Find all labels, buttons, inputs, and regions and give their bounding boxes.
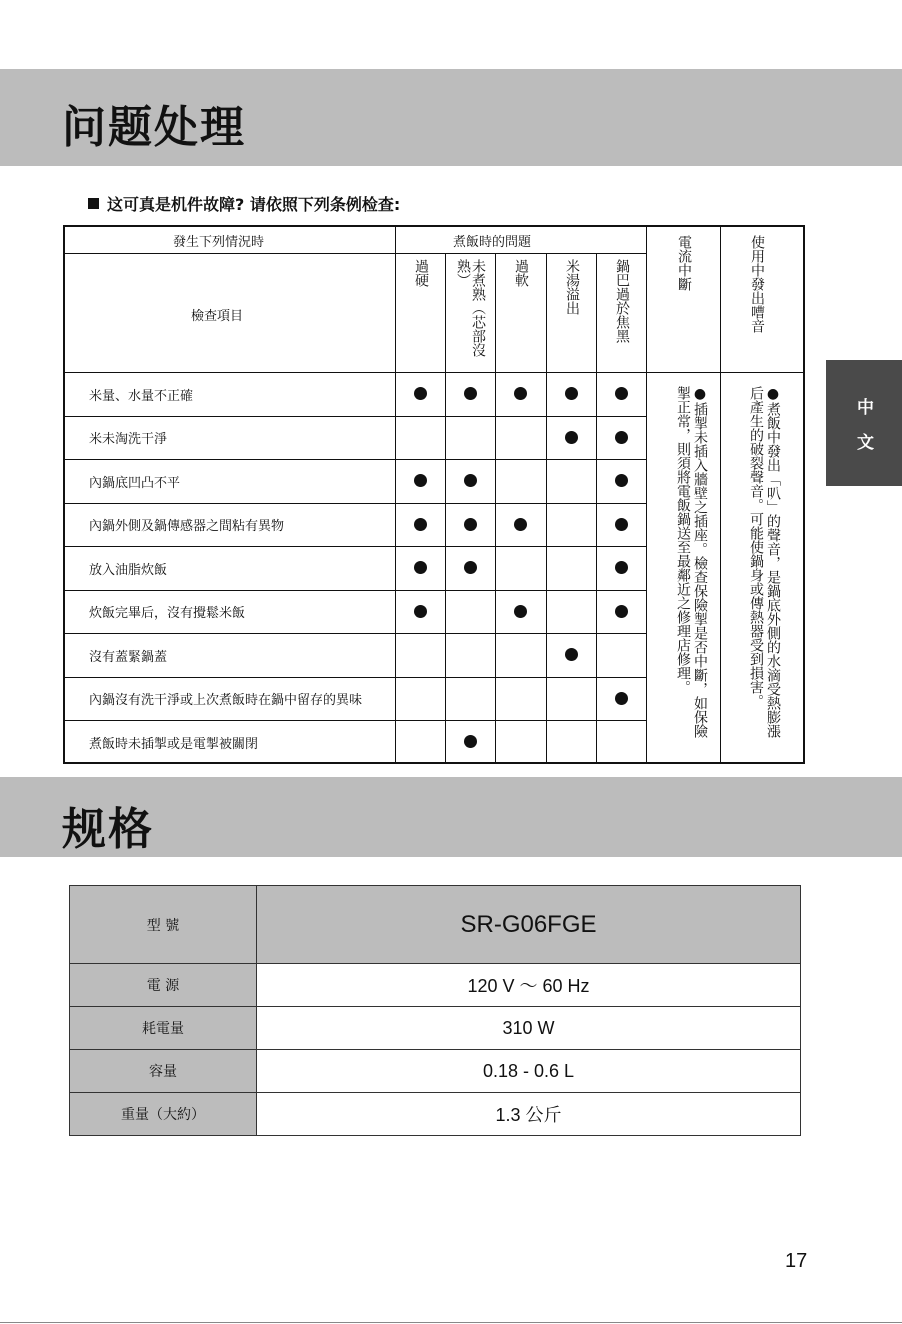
spec-row bbox=[70, 1050, 801, 1093]
spec-row bbox=[70, 1093, 801, 1136]
spec-value: 310 W bbox=[257, 1007, 801, 1050]
page-number: 17 bbox=[785, 1250, 808, 1272]
bullet-dot-mark bbox=[414, 518, 427, 531]
check-item-label: 內鍋底凹凸不平 bbox=[89, 476, 181, 491]
spec-value: 0.18 - 0.6 L bbox=[257, 1050, 801, 1093]
intro-text: 这可真是机件故障? 请依照下列条例检查: bbox=[107, 195, 401, 214]
noise-note: ●煮飯中發出「叭」的聲音，是鍋底外側的水滴受熱膨漲后產生的破裂聲音。可能使鍋身或傳熱器受到損害。 bbox=[748, 386, 781, 738]
grid-line bbox=[63, 459, 646, 460]
language-tab bbox=[826, 360, 902, 486]
problem-column-header: 過軟 bbox=[513, 259, 529, 287]
problem-column-header: 未煮熟（芯部沒熟） bbox=[455, 259, 486, 357]
header-cooking-problems: 煮飯時的問題 bbox=[453, 235, 532, 250]
grid-line bbox=[63, 416, 646, 417]
bullet-dot-mark bbox=[615, 474, 628, 487]
bullet-dot-mark bbox=[615, 605, 628, 618]
spec-label: 型 號 bbox=[70, 886, 257, 964]
bullet-dot-mark bbox=[565, 387, 578, 400]
check-item-label: 內鍋沒有洗干淨或上次煮飯時在鍋中留存的異味 bbox=[89, 693, 363, 708]
check-item-label: 煮飯時未插掣或是電掣被關閉 bbox=[89, 737, 259, 752]
spec-label: 重量（大約） bbox=[70, 1093, 257, 1136]
bullet-dot-mark bbox=[514, 518, 527, 531]
bullet-dot-mark bbox=[514, 387, 527, 400]
bullet-dot-mark bbox=[565, 431, 578, 444]
grid-line bbox=[646, 225, 647, 764]
section-header-band bbox=[0, 777, 902, 857]
intro-line bbox=[88, 192, 400, 215]
problem-column-header: 鍋巴過於焦黑 bbox=[614, 259, 630, 343]
power-column-header: 電流中斷 bbox=[676, 235, 692, 291]
table-border bbox=[63, 225, 805, 227]
bullet-dot-mark bbox=[615, 561, 628, 574]
grid-line bbox=[63, 546, 646, 547]
check-item-label: 放入油脂炊飯 bbox=[89, 563, 168, 578]
spec-value: 120 V ～ 60 Hz bbox=[257, 964, 801, 1007]
grid-line bbox=[720, 225, 721, 764]
noise-column-header: 使用中發出嘈音 bbox=[749, 235, 765, 333]
header-check-items: 檢查項目 bbox=[191, 309, 244, 324]
spec-value: 1.3 公斤 bbox=[257, 1093, 801, 1136]
section-title-specifications: 规格 bbox=[62, 804, 154, 855]
bullet-dot-mark bbox=[615, 518, 628, 531]
header-situation: 發生下列情況時 bbox=[173, 235, 265, 250]
table-border bbox=[803, 225, 805, 764]
table-border bbox=[63, 225, 65, 764]
spec-label: 容量 bbox=[70, 1050, 257, 1093]
bullet-dot-mark bbox=[414, 605, 427, 618]
power-note: ●插掣未插入牆壁之插座。檢查保險掣是否中斷，如保險掣正常，則須將電飯鍋送至最鄰近之修理店修理。 bbox=[675, 386, 708, 738]
grid-line bbox=[63, 372, 646, 373]
grid-line bbox=[445, 253, 446, 764]
spec-row bbox=[70, 1007, 801, 1050]
spec-row bbox=[70, 886, 801, 964]
bullet-dot-mark bbox=[464, 387, 477, 400]
bullet-dot-mark bbox=[464, 735, 477, 748]
grid-line bbox=[646, 372, 805, 373]
check-item-label: 沒有蓋緊鍋蓋 bbox=[89, 650, 168, 665]
bottom-rule bbox=[0, 1322, 902, 1323]
grid-line bbox=[63, 590, 646, 591]
section-header-band bbox=[0, 69, 902, 166]
bullet-dot-mark bbox=[615, 431, 628, 444]
grid-line bbox=[63, 503, 646, 504]
specification-table bbox=[69, 885, 801, 1136]
bullet-dot-mark bbox=[615, 387, 628, 400]
grid-line bbox=[63, 253, 646, 254]
problem-column-header: 過硬 bbox=[413, 259, 429, 287]
bullet-dot-mark bbox=[514, 605, 527, 618]
grid-line bbox=[546, 253, 547, 764]
check-item-label: 炊飯完畢后，沒有攪鬆米飯 bbox=[89, 606, 246, 621]
bullet-dot-mark bbox=[615, 692, 628, 705]
grid-line bbox=[63, 720, 646, 721]
grid-line bbox=[63, 677, 646, 678]
bullet-dot-mark bbox=[414, 474, 427, 487]
bullet-dot-mark bbox=[414, 387, 427, 400]
spec-row bbox=[70, 964, 801, 1007]
bullet-dot-mark bbox=[464, 518, 477, 531]
spec-label: 耗電量 bbox=[70, 1007, 257, 1050]
bullet-dot-mark bbox=[565, 648, 578, 661]
check-item-label: 米量、水量不正確 bbox=[89, 389, 194, 404]
grid-line bbox=[63, 633, 646, 634]
problem-column-header: 米湯溢出 bbox=[564, 259, 580, 315]
bullet-dot-mark bbox=[414, 561, 427, 574]
bullet-dot-mark bbox=[464, 561, 477, 574]
grid-line bbox=[596, 253, 597, 764]
grid-line bbox=[395, 225, 396, 764]
bullet-dot-mark bbox=[464, 474, 477, 487]
square-bullet-icon bbox=[88, 198, 99, 209]
check-item-label: 米未淘洗干淨 bbox=[89, 432, 168, 447]
section-title-troubleshooting: 问题处理 bbox=[62, 102, 246, 153]
grid-line bbox=[495, 253, 496, 764]
spec-value: SR-G06FGE bbox=[257, 886, 801, 964]
check-item-label: 內鍋外側及鍋傳感器之間粘有異物 bbox=[89, 519, 285, 534]
language-tab-label: 中 文 bbox=[853, 398, 873, 456]
spec-label: 電 源 bbox=[70, 964, 257, 1007]
troubleshooting-table bbox=[63, 225, 805, 764]
table-border bbox=[63, 762, 805, 764]
